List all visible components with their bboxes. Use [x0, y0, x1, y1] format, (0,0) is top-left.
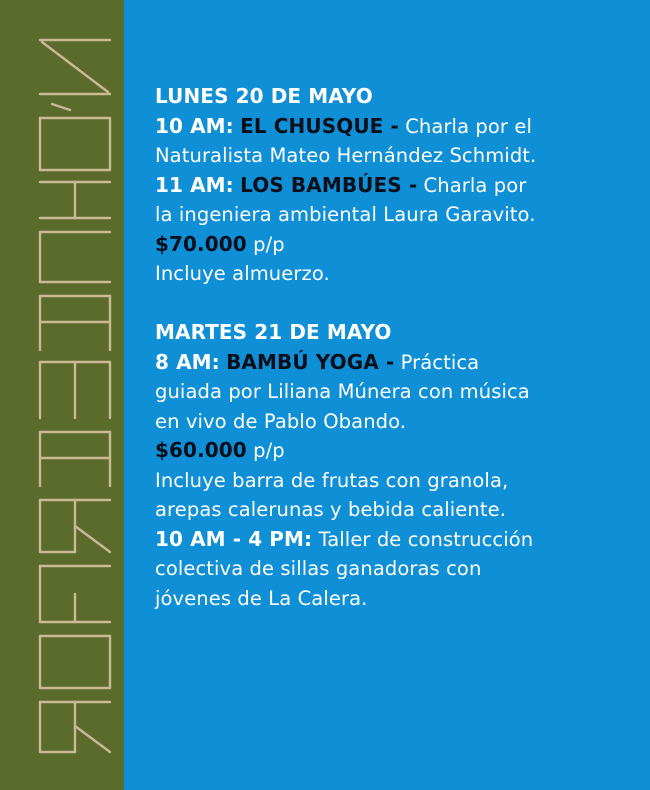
tuesday-event-1-title: BAMBÚ YOGA - — [226, 349, 395, 374]
monday-event-2 — [155, 171, 645, 201]
tuesday-price-unit: p/p — [253, 439, 285, 462]
tuesday-event-2-desc-c: jóvenes de La Calera. — [155, 586, 368, 610]
tuesday-event-1-desc-a: Práctica — [400, 350, 480, 374]
tuesday-price-line — [155, 436, 645, 466]
tuesday-event-1-desc-b: guiada por Liliana Múnera con música — [155, 380, 530, 403]
monday-price: $70.000 — [155, 231, 247, 256]
tuesday-heading: MARTES 21 DE MAYO — [155, 320, 392, 344]
monday-event-2-title: LOS BAMBÚES - — [240, 172, 418, 197]
tuesday-price: $60.000 — [155, 438, 247, 462]
tuesday-event-2 — [155, 525, 645, 555]
monday-event-1-desc-a: Charla por el — [405, 114, 532, 138]
monday-event-1 — [155, 112, 645, 142]
monday-event-2-desc-a: Charla por — [423, 173, 527, 197]
sidebar — [0, 0, 124, 790]
monday-includes: Incluye almuerzo. — [155, 262, 330, 285]
tuesday-event-1-time: 8 AM: — [155, 349, 220, 374]
monday-event-1-time: 10 AM: — [155, 113, 234, 138]
schedule-panel — [124, 0, 650, 790]
tuesday-event-2-desc-a: Taller de construcción — [318, 527, 534, 551]
monday-event-1-title: EL CHUSQUE - — [240, 113, 399, 138]
tuesday-event-2-desc-b: colectiva de sillas ganadoras con — [155, 557, 482, 580]
monday-price-line — [155, 230, 645, 260]
tuesday-event-1 — [155, 348, 645, 378]
monday-price-unit: p/p — [253, 232, 285, 256]
tuesday-event-1-desc-c: en vivo de Pablo Obando. — [155, 409, 407, 433]
vertical-title-sticks — [0, 0, 124, 790]
monday-event-2-desc-b: la ingeniera ambiental Laura Garavito. — [155, 203, 536, 226]
tuesday-includes-b: arepas calerunas y bebida caliente. — [155, 498, 506, 521]
tuesday-event-2-time: 10 AM - 4 PM: — [155, 526, 313, 551]
section-spacer — [155, 289, 645, 319]
monday-event-2-time: 11 AM: — [155, 172, 234, 197]
monday-event-1-desc-b: Naturalista Mateo Hernández Schmidt. — [155, 144, 537, 167]
tuesday-includes-a: Incluye barra de frutas con granola, — [155, 468, 509, 492]
schedule-content — [155, 82, 645, 613]
monday-heading: LUNES 20 DE MAYO — [155, 84, 373, 108]
